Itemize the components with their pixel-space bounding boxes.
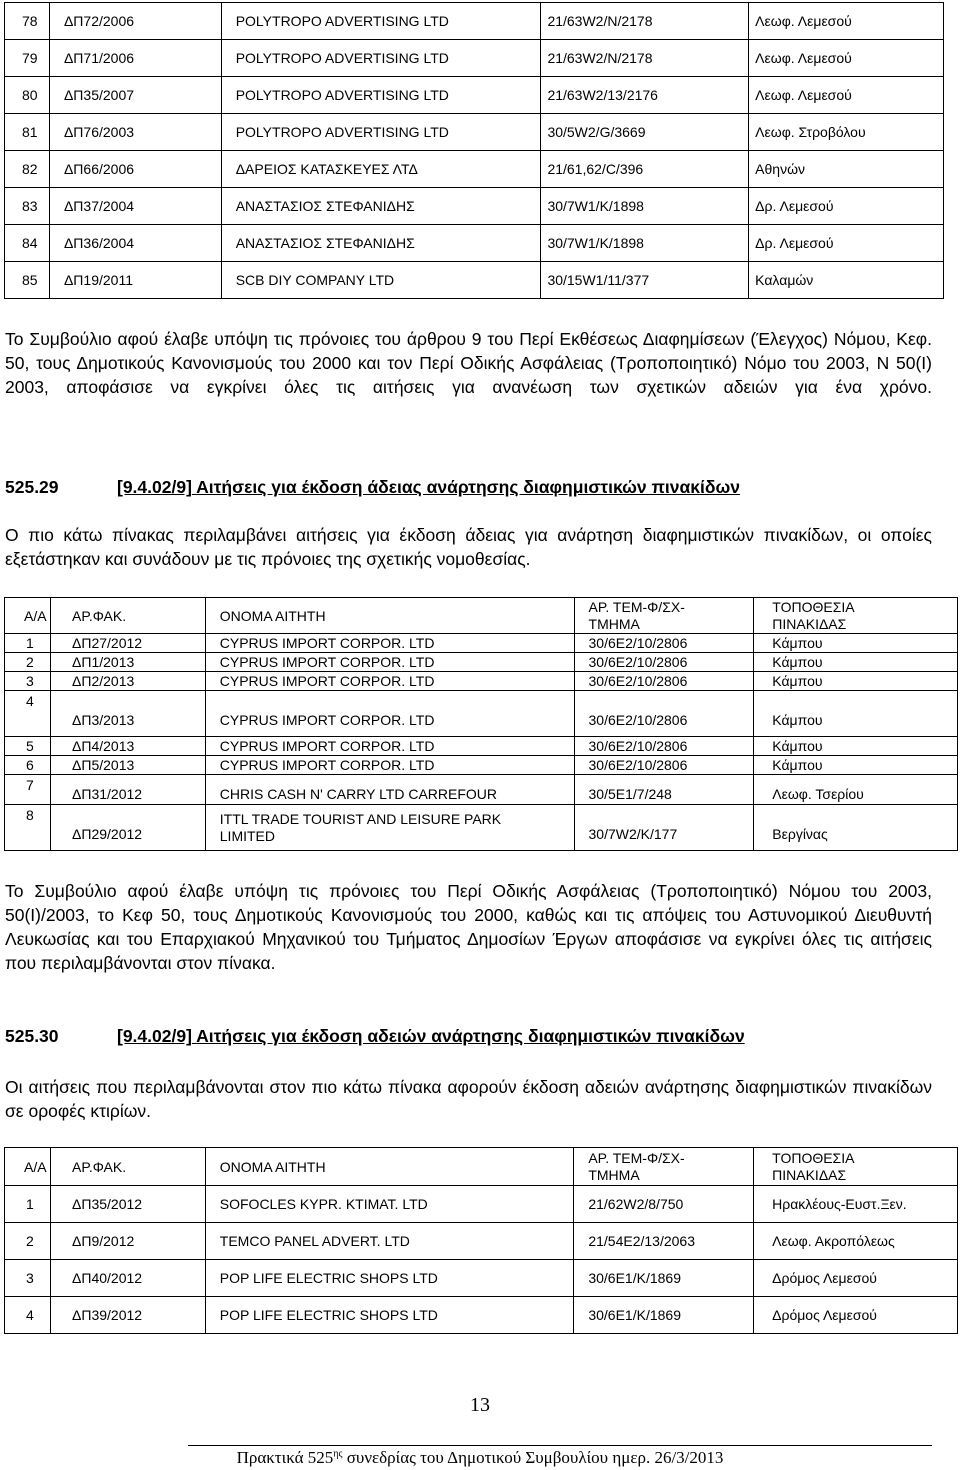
file-number: ΔΠ72/2006: [49, 3, 221, 40]
file-number: ΔΠ31/2012: [50, 775, 205, 805]
applicant-name: CYPRUS IMPORT CORPOR. LTD: [205, 756, 574, 775]
applicant-name: POLYTROPO ADVERTISING LTD: [221, 3, 541, 40]
file-number: ΔΠ35/2007: [49, 77, 221, 114]
registry-number: 30/6E2/10/2806: [574, 756, 754, 775]
applicant-name: ΑΝΑΣΤΑΣΙΟΣ ΣΤΕΦΑΝΙΔΗΣ: [221, 225, 541, 262]
row-number: 3: [5, 672, 51, 691]
sign-location: Κάμπου: [754, 634, 958, 653]
row-number: 84: [5, 225, 50, 262]
table-row: [5, 1260, 958, 1297]
table-row: [5, 805, 958, 851]
registry-number: 30/6E2/10/2806: [574, 691, 754, 737]
registry-number: 30/6E2/10/2806: [574, 737, 754, 756]
table-row: [5, 1223, 958, 1260]
row-number: 7: [5, 775, 51, 805]
sign-location: Λεωφ. Λεμεσού: [749, 3, 944, 40]
header-file-number: ΑΡ.ΦΑΚ.: [50, 1148, 205, 1186]
header-sign-location: [754, 1148, 958, 1186]
header-applicant-name: ΟΝΟΜΑ ΑΙΤΗΤΗ: [205, 1148, 574, 1186]
section-title: [9.4.02/9] Αιτήσεις για έκδοση άδειας ανάρτησης διαφημιστικών πινακίδων: [117, 477, 741, 497]
table-row: [5, 691, 958, 737]
table-header-row: [5, 1148, 958, 1186]
file-number: ΔΠ40/2012: [50, 1260, 205, 1297]
sign-location: Κάμπου: [754, 756, 958, 775]
file-number: ΔΠ27/2012: [50, 634, 205, 653]
sign-location: Κάμπου: [754, 737, 958, 756]
row-number: 2: [5, 653, 51, 672]
header-aa: Α/Α: [5, 598, 51, 634]
applicant-name: SCB DIY COMPANY LTD: [221, 262, 541, 299]
file-number: ΔΠ39/2012: [50, 1297, 205, 1334]
header-aa: Α/Α: [5, 1148, 51, 1186]
table-row: [5, 151, 944, 188]
row-number: 85: [5, 262, 50, 299]
table-row: [5, 188, 944, 225]
applicant-name: CYPRUS IMPORT CORPOR. LTD: [205, 672, 574, 691]
sign-location: Λεωφ. Ακροπόλεως: [754, 1223, 958, 1260]
header-location-line-2: ΠΙΝΑΚΙΔΑΣ: [772, 615, 847, 632]
section-number: 525.29: [5, 477, 59, 497]
footer-divider: [188, 1445, 932, 1446]
applicant-name: POLYTROPO ADVERTISING LTD: [221, 114, 541, 151]
applicant-name: POP LIFE ELECTRIC SHOPS LTD: [205, 1260, 574, 1297]
table-row: [5, 1297, 958, 1334]
applicant-name: CYPRUS IMPORT CORPOR. LTD: [205, 691, 574, 737]
file-number: ΔΠ76/2003: [49, 114, 221, 151]
file-number: ΔΠ19/2011: [49, 262, 221, 299]
registry-number: 30/5W2/G/3669: [541, 114, 749, 151]
applicant-name: SOFOCLES KYPR. KTIMAT. LTD: [205, 1186, 574, 1223]
table-row: [5, 77, 944, 114]
file-number: ΔΠ5/2013: [50, 756, 205, 775]
file-number: ΔΠ37/2004: [49, 188, 221, 225]
row-number: 78: [5, 3, 50, 40]
sign-location: Δρόμος Λεμεσού: [754, 1297, 958, 1334]
row-number: 3: [5, 1260, 51, 1297]
sign-location: Καλαμών: [749, 262, 944, 299]
header-applicant-name: ΟΝΟΜΑ ΑΙΤΗΤΗ: [205, 598, 574, 634]
registry-number: 30/6E2/10/2806: [574, 672, 754, 691]
registry-number: 21/63W2/13/2176: [541, 77, 749, 114]
table-row: [5, 756, 958, 775]
applicant-name: POP LIFE ELECTRIC SHOPS LTD: [205, 1297, 574, 1334]
table-row: [5, 1186, 958, 1223]
sign-location: Κάμπου: [754, 691, 958, 737]
file-number: ΔΠ66/2006: [49, 151, 221, 188]
header-registry-number: [574, 1148, 754, 1186]
row-number: 79: [5, 40, 50, 77]
table-row: [5, 775, 958, 805]
applications-table: [4, 597, 958, 851]
sign-location: Δρ. Λεμεσού: [749, 225, 944, 262]
applicant-name: ΔΑΡΕΙΟΣ ΚΑΤΑΣΚΕΥΕΣ ΛΤΔ: [221, 151, 541, 188]
applicant-name-line-1: ITTL TRADE TOURIST AND LEISURE PARK: [219, 810, 502, 827]
applicant-name: CYPRUS IMPORT CORPOR. LTD: [205, 737, 574, 756]
section-525-29-heading: [5, 477, 740, 498]
registry-number: 21/63W2/N/2178: [541, 3, 749, 40]
registry-number: 21/61,62/C/396: [541, 151, 749, 188]
footer-caption: Πρακτικά $525^{\eta\varsigma}$ συνεδρίας του Δημοτικού Συμβουλίου ημερ. 26/3/2013: [236, 1448, 724, 1467]
council-decision-paragraph-2: Το Συμβούλιο αφού έλαβε υπόψη τις πρόνοιες του Περί Οδικής Ασφάλειας (Τροποποιητικό) Νόμου του 2003, 50(Ι)/2003, το Κεφ 50, τους Δημοτικούς Κανονισμούς του 2000, καθώς και τις απόψεις του Αστυνομικού Διευθυντή Λευκωσίας και του Επαρχιακού Μηχανικού του Τμήματος Δημοσίων Έργων αποφάσισε να εγκρίνει όλες τις αιτήσεις που περιλαμβάνονται στον πίνακα.: [5, 881, 932, 973]
row-number: 4: [5, 1297, 51, 1334]
registry-number: 21/62W2/8/750: [574, 1186, 754, 1223]
row-number: 83: [5, 188, 50, 225]
applicant-name: CYPRUS IMPORT CORPOR. LTD: [205, 653, 574, 672]
row-number: 1: [5, 634, 51, 653]
file-number: ΔΠ9/2012: [50, 1223, 205, 1260]
row-number: 1: [5, 1186, 51, 1223]
applicant-name-line-2: LIMITED: [219, 827, 275, 844]
section-525-30-heading: [5, 1026, 745, 1047]
row-number: 5: [5, 737, 51, 756]
table-row: [5, 653, 958, 672]
applicant-name: CYPRUS IMPORT CORPOR. LTD: [205, 634, 574, 653]
section-title: [9.4.02/9] Αιτήσεις για έκδοση αδειών ανάρτησης διαφημιστικών πινακίδων: [117, 1026, 745, 1046]
file-number: ΔΠ35/2012: [50, 1186, 205, 1223]
file-number: ΔΠ71/2006: [49, 40, 221, 77]
header-location-line-2: ΠΙΝΑΚΙΔΑΣ: [772, 1166, 847, 1183]
sign-location: Λεωφ. Στροβόλου: [749, 114, 944, 151]
page-number: 13: [470, 1394, 490, 1416]
section-number: 525.30: [5, 1026, 59, 1046]
top-table: [4, 2, 944, 299]
council-decision-paragraph-1: Το Συμβούλιο αφού έλαβε υπόψη τις πρόνοιες του άρθρου 9 του Περί Εκθέσεως Διαφημίσεων (Έλεγχος) Νόμου, Κεφ. 50, τους Δημοτικούς Κανονισμούς του 2000 και τον Περί Οδικής Ασφάλειας (Τροποποιητικό) Νόμο του 2003, Ν 50(Ι) 2003, αποφάσισε να εγκρίνει όλες τις αιτήσεις για ανανέωση των σχετικών αδειών για ένα χρόνο.: [5, 329, 932, 397]
table-header-row: [5, 598, 958, 634]
applicant-name: TEMCO PANEL ADVERT. LTD: [205, 1223, 574, 1260]
sign-location: Βεργίνας: [754, 805, 958, 851]
sign-location: Αθηνών: [749, 151, 944, 188]
file-number: ΔΠ3/2013: [50, 691, 205, 737]
rooftop-applications-table: [4, 1147, 958, 1334]
registry-number: 30/6E2/10/2806: [574, 634, 754, 653]
header-registry-line-2: ΤΜΗΜΑ: [588, 1166, 640, 1183]
registry-number: 30/15W1/11/377: [541, 262, 749, 299]
registry-number: 30/7W1/K/1898: [541, 225, 749, 262]
header-registry-line-2: ΤΜΗΜΑ: [588, 615, 640, 632]
file-number: ΔΠ1/2013: [50, 653, 205, 672]
applicant-name: POLYTROPO ADVERTISING LTD: [221, 77, 541, 114]
row-number: 81: [5, 114, 50, 151]
row-number: 4: [5, 691, 51, 737]
file-number: ΔΠ4/2013: [50, 737, 205, 756]
file-number: ΔΠ29/2012: [50, 805, 205, 851]
registry-number: 30/7W2/K/177: [574, 805, 754, 851]
applicant-name: POLYTROPO ADVERTISING LTD: [221, 40, 541, 77]
table-row: [5, 114, 944, 151]
file-number: ΔΠ36/2004: [49, 225, 221, 262]
table-row: [5, 225, 944, 262]
table-row: [5, 737, 958, 756]
registry-number: 21/63W2/N/2178: [541, 40, 749, 77]
header-location-line-1: ΤΟΠΟΘΕΣΙΑ: [772, 1149, 855, 1166]
table-intro-paragraph: Ο πιο κάτω πίνακας περιλαμβάνει αιτήσεις για έκδοση άδειας για ανάρτηση διαφημιστικών πινακίδων, οι οποίες εξετάστηκαν και συνάδουν με τις πρόνοιες της σχετικής νομοθεσίας.: [5, 525, 932, 569]
sign-location: Δρ. Λεμεσού: [749, 188, 944, 225]
sign-location: Λεωφ. Λεμεσού: [749, 77, 944, 114]
header-file-number: ΑΡ.ΦΑΚ.: [50, 598, 205, 634]
row-number: 6: [5, 756, 51, 775]
rooftop-intro-paragraph: Οι αιτήσεις που περιλαμβάνονται στον πιο κάτω πίνακα αφορούν έκδοση αδειών ανάρτησης διαφημιστικών πινακίδων σε οροφές κτιρίων.: [5, 1077, 932, 1121]
table-row: [5, 262, 944, 299]
row-number: 80: [5, 77, 50, 114]
header-registry-line-1: ΑΡ. ΤΕΜ-Φ/ΣΧ-: [588, 598, 685, 615]
header-registry-line-1: ΑΡ. ΤΕΜ-Φ/ΣΧ-: [588, 1149, 685, 1166]
table-row: [5, 634, 958, 653]
registry-number: 21/54E2/13/2063: [574, 1223, 754, 1260]
sign-location: Ηρακλέους-Ευστ.Ξεν.: [754, 1186, 958, 1223]
sign-location: Λεωφ. Τσερίου: [754, 775, 958, 805]
registry-number: 30/6E1/K/1869: [574, 1297, 754, 1334]
table-row: [5, 3, 944, 40]
registry-number: 30/6E2/10/2806: [574, 653, 754, 672]
applicant-name: ΑΝΑΣΤΑΣΙΟΣ ΣΤΕΦΑΝΙΔΗΣ: [221, 188, 541, 225]
table-row: [5, 672, 958, 691]
row-number: 82: [5, 151, 50, 188]
header-location-line-1: ΤΟΠΟΘΕΣΙΑ: [772, 598, 855, 615]
sign-location: Κάμπου: [754, 672, 958, 691]
applicant-name: CHRIS CASH N' CARRY LTD CARREFOUR: [205, 775, 574, 805]
file-number: ΔΠ2/2013: [50, 672, 205, 691]
sign-location: Δρόμος Λεμεσού: [754, 1260, 958, 1297]
sign-location: Κάμπου: [754, 653, 958, 672]
row-number: 8: [5, 805, 51, 851]
table-row: [5, 40, 944, 77]
header-registry-number: [574, 598, 754, 634]
applicant-name: [205, 805, 574, 851]
registry-number: 30/7W1/K/1898: [541, 188, 749, 225]
registry-number: 30/6E1/K/1869: [574, 1260, 754, 1297]
sign-location: Λεωφ. Λεμεσού: [749, 40, 944, 77]
row-number: 2: [5, 1223, 51, 1260]
header-sign-location: [754, 598, 958, 634]
registry-number: 30/5E1/7/248: [574, 775, 754, 805]
